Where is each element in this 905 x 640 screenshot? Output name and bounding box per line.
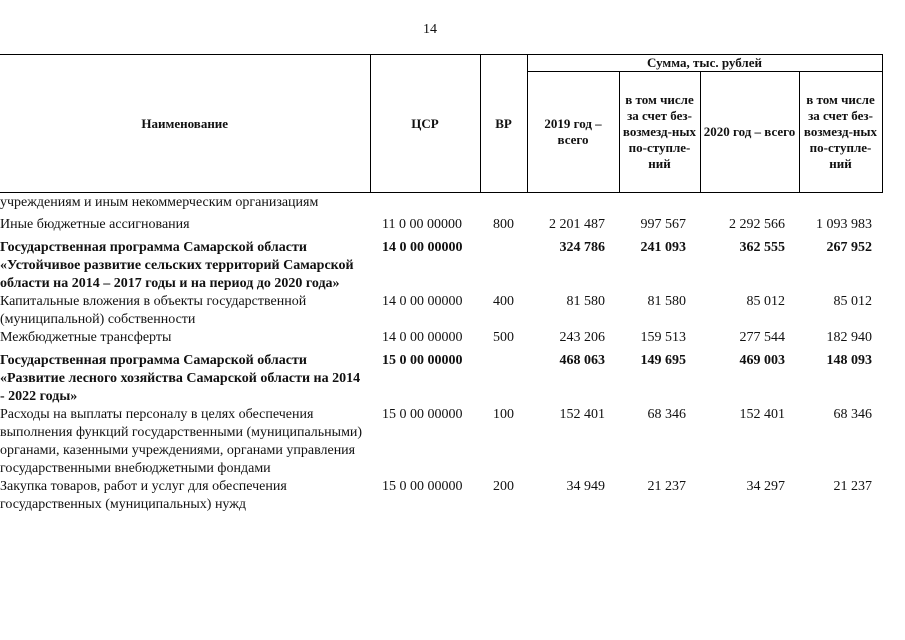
row-2020-grants: 182 940 — [826, 330, 872, 345]
row-csr: 14 0 00 00000 — [382, 330, 463, 345]
header-csr: ЦСР — [370, 55, 480, 193]
row-2019-total — [527, 193, 619, 217]
row-2020-grants: 68 346 — [833, 407, 872, 422]
header-2019-total: 2019 год – всего — [527, 72, 619, 193]
row-name: Государственная программа Самарской области «Развитие лесного хозяйства Самарской области на 2014 - 2022 годы» — [0, 353, 361, 404]
row-name: Иные бюджетные ассигнования — [0, 217, 190, 232]
row-vr: 400 — [493, 294, 514, 309]
header-vr: ВР — [480, 55, 527, 193]
row-2019-total: 152 401 — [559, 407, 605, 422]
row-2019-total: 81 580 — [566, 294, 605, 309]
table-row — [0, 293, 882, 329]
header-2020-total: 2020 год – всего — [700, 72, 799, 193]
row-2020-grants: 267 952 — [826, 240, 872, 255]
row-2020-total: 469 003 — [739, 353, 785, 368]
row-2019-grants: 241 093 — [640, 240, 686, 255]
budget-table-container — [0, 54, 882, 514]
table-row — [0, 216, 882, 239]
table-row — [0, 478, 882, 514]
header-2019-grants: в том числе за счет без-возмезд-ных по-ступле-ний — [619, 72, 700, 193]
row-csr: 11 0 00 00000 — [382, 217, 462, 232]
header-sum: Сумма, тыс. рублей — [527, 55, 882, 72]
row-csr — [370, 193, 480, 217]
row-2019-grants: 997 567 — [640, 217, 686, 232]
row-name: учреждениям и иным некоммерческим организациям — [0, 195, 319, 210]
row-2020-grants — [799, 193, 882, 217]
row-vr — [480, 352, 527, 406]
budget-table — [0, 54, 883, 514]
row-2020-total: 277 544 — [739, 330, 785, 345]
row-2019-total: 243 206 — [559, 330, 605, 345]
row-2020-total: 85 012 — [746, 294, 785, 309]
page-number: 14 — [423, 22, 437, 37]
row-name: Расходы на выплаты персоналу в целях обеспечения выполнения функций государственными (муниципальными) органами, казенными учреждениями, органами управления государственными внебюджетными фондами — [0, 407, 363, 476]
row-name: Государственная программа Самарской области «Устойчивое развитие сельских территорий Самарской области на 2014 – 2017 годы и на период до 2020 года» — [0, 240, 354, 291]
row-2020-grants: 85 012 — [833, 294, 872, 309]
row-vr — [480, 239, 527, 293]
row-2019-grants: 149 695 — [640, 353, 686, 368]
table-row — [0, 193, 882, 217]
row-2020-total: 2 292 566 — [729, 217, 785, 232]
table-body — [0, 193, 882, 515]
table-row — [0, 329, 882, 352]
row-2020-grants: 21 237 — [833, 479, 872, 494]
row-2019-grants: 81 580 — [647, 294, 686, 309]
row-2019-total: 2 201 487 — [549, 217, 605, 232]
row-2020-grants: 1 093 983 — [816, 217, 872, 232]
row-csr: 15 0 00 00000 — [382, 407, 463, 422]
header-2020-grants: в том числе за счет без-возмезд-ных по-ступле-ний — [799, 72, 882, 193]
row-2019-grants: 21 237 — [647, 479, 686, 494]
row-vr: 200 — [493, 479, 514, 494]
row-2019-grants — [619, 193, 700, 217]
row-csr: 15 0 00 00000 — [382, 479, 463, 494]
row-name: Капитальные вложения в объекты государственной (муниципальной) собственности — [0, 294, 307, 327]
table-row — [0, 239, 882, 293]
row-vr: 500 — [493, 330, 514, 345]
row-2020-total: 362 555 — [739, 240, 785, 255]
row-2019-grants: 159 513 — [640, 330, 686, 345]
row-2020-total: 34 297 — [746, 479, 785, 494]
row-2019-total: 468 063 — [559, 353, 605, 368]
table-row — [0, 406, 882, 478]
row-name: Межбюджетные трансферты — [0, 330, 172, 345]
row-2020-grants: 148 093 — [826, 353, 872, 368]
table-row — [0, 352, 882, 406]
row-csr: 14 0 00 00000 — [382, 294, 463, 309]
row-csr: 14 0 00 00000 — [382, 240, 463, 255]
row-2019-total: 34 949 — [566, 479, 605, 494]
row-vr — [480, 193, 527, 217]
header-name: Наименование — [0, 55, 370, 193]
row-name: Закупка товаров, работ и услуг для обеспечения государственных (муниципальных) нужд — [0, 479, 287, 512]
row-vr: 800 — [493, 217, 514, 232]
row-csr: 15 0 00 00000 — [382, 353, 463, 368]
row-2020-total: 152 401 — [739, 407, 785, 422]
row-vr: 100 — [493, 407, 514, 422]
table-header — [0, 55, 882, 193]
row-2020-total — [700, 193, 799, 217]
row-2019-total: 324 786 — [559, 240, 605, 255]
row-2019-grants: 68 346 — [647, 407, 686, 422]
